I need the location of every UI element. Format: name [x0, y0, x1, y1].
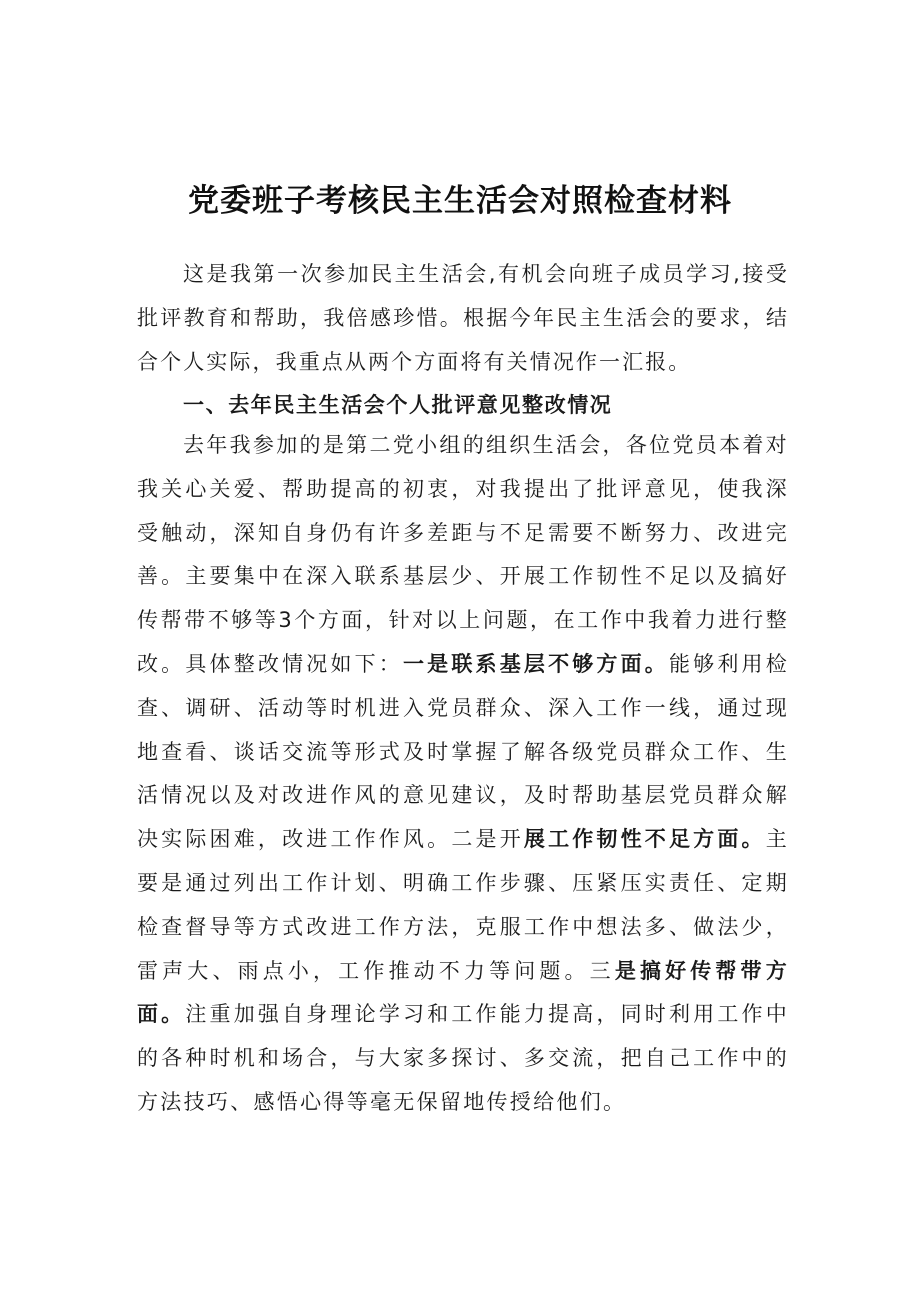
document-title: 党委班子考核民主生活会对照检查材料	[188, 182, 732, 219]
section-1-text-part-4: 注重加强自身理论学习和工作能力提高，同时利用工作中的各种时机和场合，与大家多探讨、多交流，把自己工作中的方法技巧、感悟心得等毫无保留地传授给他们。	[137, 1002, 790, 1114]
section-1-text-part-1: 去年我参加的是第二党小组的组织生活会，各位党员本着对我关心关爱、帮助提高的初衷，对我提出了批评意见，使我深受触动，深知自身仍有许多差距与不足需要不断努力、改进完善。主要集中在深入联系基层少、开展工作韧性不足以及搞好传帮带不够等3个方面，针对以上问题，在工作中我着力进行整改。具体整改情况如下：	[137, 433, 789, 676]
section-1-paragraph	[137, 424, 789, 1125]
intro-paragraph: 这是我第一次参加民主生活会,有机会向班子成员学习,接受批评教育和帮助，我倍感珍惜。根据今年民主生活会的要求，结合个人实际，我重点从两个方面将有关情况作一汇报。	[137, 262, 789, 374]
section-1-text-part-2: 能够利用检查、调研、活动等时机进入党员群众、深入工作一线，通过现地查看、谈话交流等形式及时掌握了解各级党员群众工作、生活情况以及对改进作风的意见建议，及时帮助基层党员群众解决实际困难，改进工作作风。二是开	[137, 651, 789, 852]
section-1-text-part-3: 主要是通过列出工作计划、明确工作步骤、压紧压实责任、定期检查督导等方式改进工作方法，克服工作中想法多、做法少，雷声大、雨点小，工作推动不力等问题。三	[137, 827, 790, 983]
section-1-heading: 一、去年民主生活会个人批评意见整改情况	[183, 393, 613, 417]
section-1-bold-point-2: 展工作韧性不足方面。	[523, 827, 766, 852]
section-1-bold-point-3: 是搞好传帮带方面。	[137, 958, 789, 1027]
section-1-bold-point-1: 一是联系基层不够方面。	[402, 651, 669, 676]
